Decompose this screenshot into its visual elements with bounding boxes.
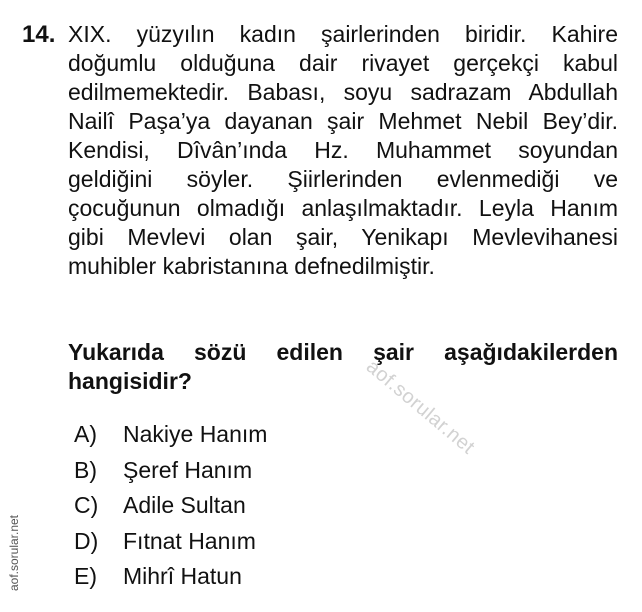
answer-options xyxy=(74,417,267,595)
question-passage: XIX. yüzyılın kadın şairlerinden biridir. Kahire doğumlu olduğuna dair rivayet gerçekçi kabul edilmemektedir. Babası, soyu sadrazam Abdullah Nailî Paşa’ya dayanan şair Mehmet Nebil Bey’dir. Kendisi, Dîvân’ında Hz. Muhammet soyundan geldiğini söyler. Şiirlerinden evlenmediği ve çocuğunun olmadığı anlaşılmaktadır. Leyla Hanım gibi Mevlevi olan şair, Yenikapı Mevlevihanesi muhibler kabristanına defnedilmiştir. xyxy=(68,21,618,279)
option-d[interactable] xyxy=(74,524,267,560)
option-b[interactable] xyxy=(74,453,267,489)
option-letter: A) xyxy=(74,421,97,448)
question-number: 14. xyxy=(22,21,56,48)
option-letter: E) xyxy=(74,563,97,590)
side-watermark: aof.sorular.net xyxy=(7,514,21,592)
question-stem: Yukarıda sözü edilen şair aşağıdakilerden hangisidir? xyxy=(68,339,618,394)
option-a[interactable] xyxy=(74,417,267,453)
diagonal-watermark: aof.sorular.net xyxy=(361,355,479,459)
option-letter: C) xyxy=(74,492,99,519)
option-letter: D) xyxy=(74,527,99,554)
option-c[interactable] xyxy=(74,488,267,524)
option-text: Mihrî Hatun xyxy=(123,563,242,590)
option-text: Adile Sultan xyxy=(123,492,246,519)
option-text: Şeref Hanım xyxy=(123,456,253,483)
option-letter: B) xyxy=(74,456,97,483)
option-text: Nakiye Hanım xyxy=(123,421,268,448)
option-e[interactable] xyxy=(74,559,267,595)
option-text: Fıtnat Hanım xyxy=(123,527,256,554)
